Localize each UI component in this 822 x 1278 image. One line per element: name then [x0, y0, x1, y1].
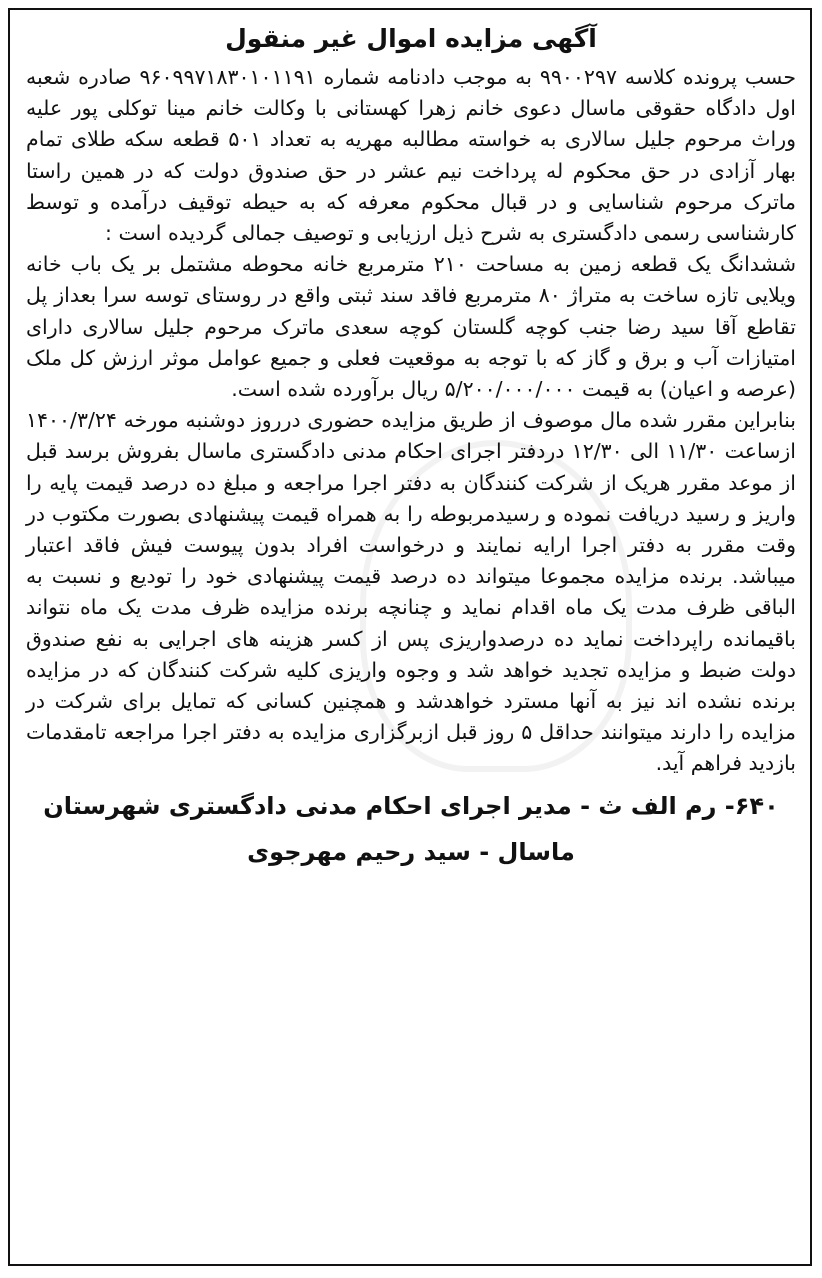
notice-body — [26, 22, 796, 872]
signature-line-1: ۶۴۰- رم الف ث - مدیر اجرای احکام مدنی دادگستری شهرستان — [43, 791, 779, 820]
notice-title: آگهی مزایده اموال غیر منقول — [225, 24, 597, 53]
signature-line-2: ماسال - سید رحیم مهرجوی — [247, 837, 575, 866]
case-paragraph: حسب پرونده کلاسه ۹۹۰۰۲۹۷ به موجب دادنامه شماره ۹۶۰۹۹۷۱۸۳۰۱۰۱۱۹۱ صادره شعبه اول دادگاه حقوقی ماسال دعوی خانم زهرا کهستانی با وکالت خانم مینا توکلی پور علیه وراث مرحوم جلیل سالاری به خواسته مطالبه مهریه به تعداد ۵۰۱ قطعه سکه طلای تمام بهار آزادی در حق محکوم له پرداخت نیم عشر در حق صندوق دولت که در همین راستا ماترک مرحوم شناسایی و در قبال محکوم معرفه که به حیطه توقیف درآمده و توسط کارشناسی رسمی دادگستری به شرح ذیل ارزیابی و توصیف جمالی گردیده است : — [26, 65, 796, 246]
auction-terms-paragraph: بنابراین مقرر شده مال موصوف از طریق مزایده حضوری درروز دوشنبه مورخه ۱۴۰۰/۳/۲۴ ازساعت ۱۱/۳۰ الی ۱۲/۳۰ دردفتر اجرای احکام مدنی دادگستری ماسال بفروش برسد قبل از موعد مقرر هریک از شرکت کنندگان به دفتر اجرا مراجعه و مبلغ ده درصد قیمت پایه را واریز و رسید دریافت نموده و رسیدمربوطه را به همراه قیمت پیشنهادی بصورت مکتوب در وقت مقرر به دفتر اجرا ارایه نمایند و درخواست افراد بدون پیوست فیش فاقد اعتبار میباشد. برنده مزایده مجموعا میتواند ده درصد قیمت پیشنهادی خود را تودیع و نسبت به الباقی ظرف مدت یک ماه اقدام نماید و چنانچه برنده مزایده ظرف مدت یک ماه نتواند باقیمانده راپرداخت نماید ده درصدواریزی پس از کسر هزینه های اجرایی به نفع صندوق دولت ضبط و مزایده تجدید خواهد شد و وجوه واریزی کلیه شرکت کنندگان که در مزایده برنده نشده اند نیز به آنها مسترد خواهدشد و همچنین کسانی که تمایل برای شرکت در مزایده را دارند میتوانند حداقل ۵ روز قبل ازبرگزاری مزایده به دفتر اجرا مراجعه تامقدمات بازدید فراهم آید. — [26, 408, 797, 776]
property-paragraph: ششدانگ یک قطعه زمین به مساحت ۲۱۰ مترمربع خانه محوطه مشتمل بر یک باب خانه ویلایی تازه ساخت به متراژ ۸۰ مترمربع فاقد سند ثبتی واقع در روستای توسه سرا بعداز پل تقاطع آقا سید رضا جنب کوچه گلستان کوچه سعدی ماترک مرحوم جلیل سالاری دارای امتیازات آب و برق و گاز که با توجه به موقعیت فعلی و جمیع عوامل موثر ارزش کل ملک (عرصه و اعیان) به قیمت ۵/۲۰۰/۰۰۰/۰۰۰ ریال برآورده شده است. — [26, 252, 796, 402]
